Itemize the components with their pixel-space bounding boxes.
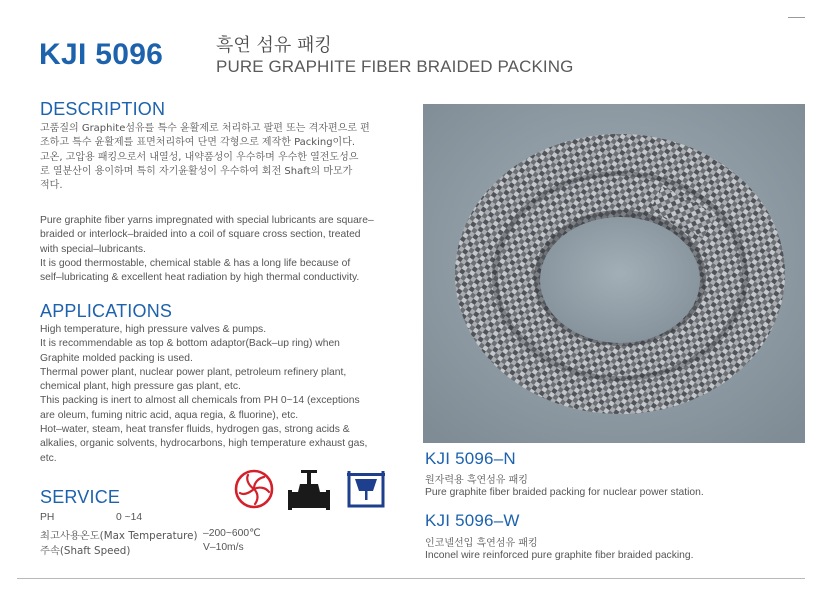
application-line: chemical plant, high pressure gas plant, etc. — [40, 381, 241, 393]
description-heading: DESCRIPTION — [40, 99, 166, 119]
service-speed-value: V–10m/s — [203, 542, 244, 553]
description-en-line: braided or interlock–braided into a coil of square cross section, treated — [40, 229, 361, 241]
pump-icon — [233, 468, 275, 510]
application-line: Hot–water, steam, heat transfer fluids, hydrogen gas, strong acids & — [40, 424, 350, 436]
application-line: It is recommendable as top & bottom adaptor(Back–up ring) when — [40, 338, 340, 350]
variant-w-korean: 인코넬선입 흑연섬유 패킹 — [425, 538, 538, 549]
description-ko-line: 고품질의 Graphite섬유를 특수 윤활제로 처리하고 팔편 또는 격자편으로 편 — [40, 123, 370, 134]
service-ph-label: PH — [40, 512, 55, 523]
variant-n-title: KJI 5096–N — [425, 449, 516, 468]
product-title-korean: 흑연 섬유 패킹 — [216, 35, 332, 56]
service-speed-label: 주속(Shaft Speed) — [40, 545, 131, 557]
variant-n-english: Pure graphite fiber braided packing for nuclear power station. — [425, 487, 704, 498]
service-temp-value: –200~600℃ — [203, 528, 261, 539]
variant-w-english: Inconel wire reinforced pure graphite fiber braided packing. — [425, 550, 694, 561]
application-line: alkalies, organic solvents, hydrocarbons, high temperature exhaust gas, — [40, 438, 368, 450]
application-line: High temperature, high pressure valves & pumps. — [40, 324, 267, 335]
applications-heading: APPLICATIONS — [40, 301, 173, 321]
description-english — [40, 214, 397, 285]
variant-n-korean: 원자력용 흑연섬유 패킹 — [425, 475, 528, 486]
valve-icon — [287, 468, 331, 510]
description-en-line: It is good thermostable, chemical stable & has a long life because of — [40, 257, 351, 269]
application-line: are oleum, fuming nitric acid, aqua regia, & fluorine), etc. — [40, 409, 299, 421]
application-line: This packing is inert to almost all chemicals from PH 0~14 (exceptions — [40, 395, 360, 407]
applications-list — [40, 323, 397, 466]
description-en-line: with special–lubricants. — [40, 243, 146, 255]
product-title-english: PURE GRAPHITE FIBER BRAIDED PACKING — [216, 57, 574, 76]
description-ko-line: 고온, 고압용 패킹으로서 내열성, 내약품성이 우수하며 우수한 열전도성으 — [40, 151, 359, 163]
service-ph-value: 0 ~14 — [116, 512, 143, 523]
description-korean — [40, 122, 397, 193]
application-line: Graphite molded packing is used. — [40, 352, 193, 364]
description-en-line: Pure graphite fiber yarns impregnated with special lubricants are square– — [40, 215, 374, 226]
description-ko-line: 로 열분산이 용이하며 특히 자기윤활성이 우수하여 회전 Shaft의 마모가 — [40, 165, 353, 177]
description-ko-line: 조하고 특수 윤활제를 표면처리하여 단면 각형으로 제작한 Packing이다. — [40, 137, 356, 149]
variant-w-title: KJI 5096–W — [425, 511, 520, 530]
product-model: KJI 5096 — [39, 38, 164, 71]
product-photo — [423, 104, 805, 443]
application-line: etc. — [40, 452, 57, 464]
service-heading: SERVICE — [40, 487, 121, 507]
description-en-line: self–lubricating & excellent heat radiation by high thermal conductivity. — [40, 272, 360, 284]
service-temp-label: 최고사용온도(Max Temperature) — [40, 530, 198, 542]
application-line: Thermal power plant, nuclear power plant, petroleum refinery plant, — [40, 366, 347, 378]
top-rule — [788, 17, 805, 18]
bottom-rule — [17, 578, 805, 579]
description-ko-line: 적다. — [40, 180, 63, 192]
mixer-icon — [346, 469, 386, 509]
